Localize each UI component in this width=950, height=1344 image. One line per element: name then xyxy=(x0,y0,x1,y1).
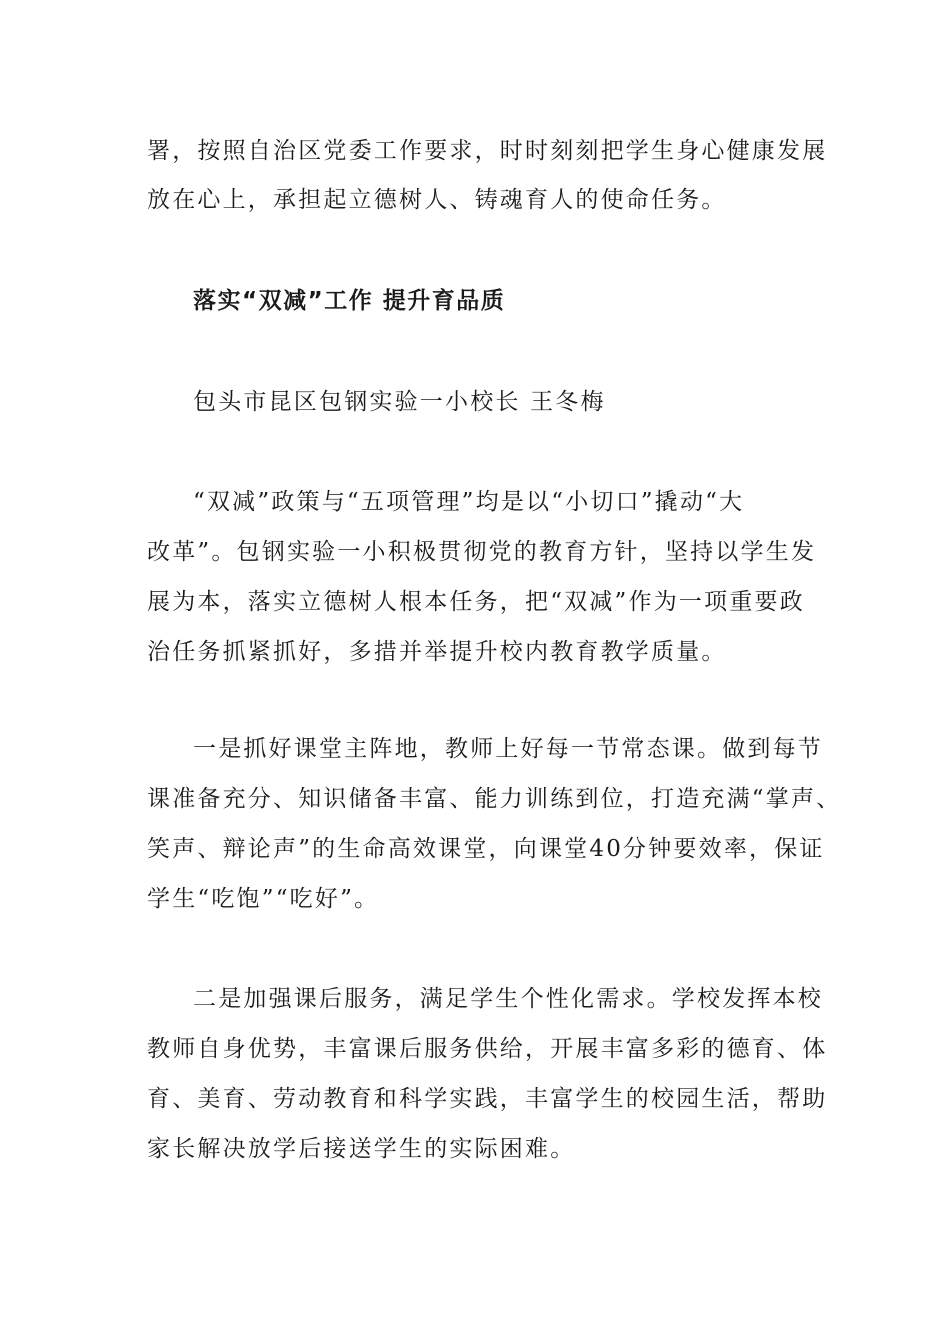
paragraph-2-line-1: 一是抓好课堂主阵地，教师上好每一节常态课。做到每节 xyxy=(193,736,823,762)
paragraph-2-line-3: 笑声、辩论声”的生命高效课堂，向课堂40分钟要效率，保证 xyxy=(147,836,825,862)
paragraph-3-line-2: 教师自身优势，丰富课后服务供给，开展丰富多彩的德育、体 xyxy=(147,1036,828,1062)
article-title: 落实“双减”工作 提升育品质 xyxy=(193,288,506,314)
paragraph-1-line-4: 治任务抓紧抓好，多措并举提升校内教育教学质量。 xyxy=(147,639,727,665)
paragraph-1-line-1: “双减”政策与“五项管理”均是以“小切口”撬动“大 xyxy=(193,489,745,515)
intro-line-1: 署，按照自治区党委工作要求，时时刻刻把学生身心健康发展 xyxy=(147,138,828,164)
paragraph-1-line-3: 展为本，落实立德树人根本任务，把“双减”作为一项重要政 xyxy=(147,589,805,615)
article-author: 包头市昆区包钢实验一小校长 王冬梅 xyxy=(193,389,606,415)
paragraph-3-line-4: 家长解决放学后接送学生的实际困难。 xyxy=(147,1136,576,1162)
paragraph-3-line-3: 育、美育、劳动教育和科学实践，丰富学生的校园生活，帮助 xyxy=(147,1086,828,1112)
paragraph-1-line-2: 改革”。包钢实验一小积极贯彻党的教育方针，坚持以学生发 xyxy=(147,539,817,565)
paragraph-2-line-4: 学生“吃饱”“吃好”。 xyxy=(147,886,380,912)
paragraph-3-line-1: 二是加强课后服务，满足学生个性化需求。学校发挥本校 xyxy=(193,986,823,1012)
paragraph-2-line-2: 课准备充分、知识储备丰富、能力训练到位，打造充满“掌声、 xyxy=(147,786,842,812)
intro-line-2: 放在心上，承担起立德树人、铸魂育人的使命任务。 xyxy=(147,187,727,213)
